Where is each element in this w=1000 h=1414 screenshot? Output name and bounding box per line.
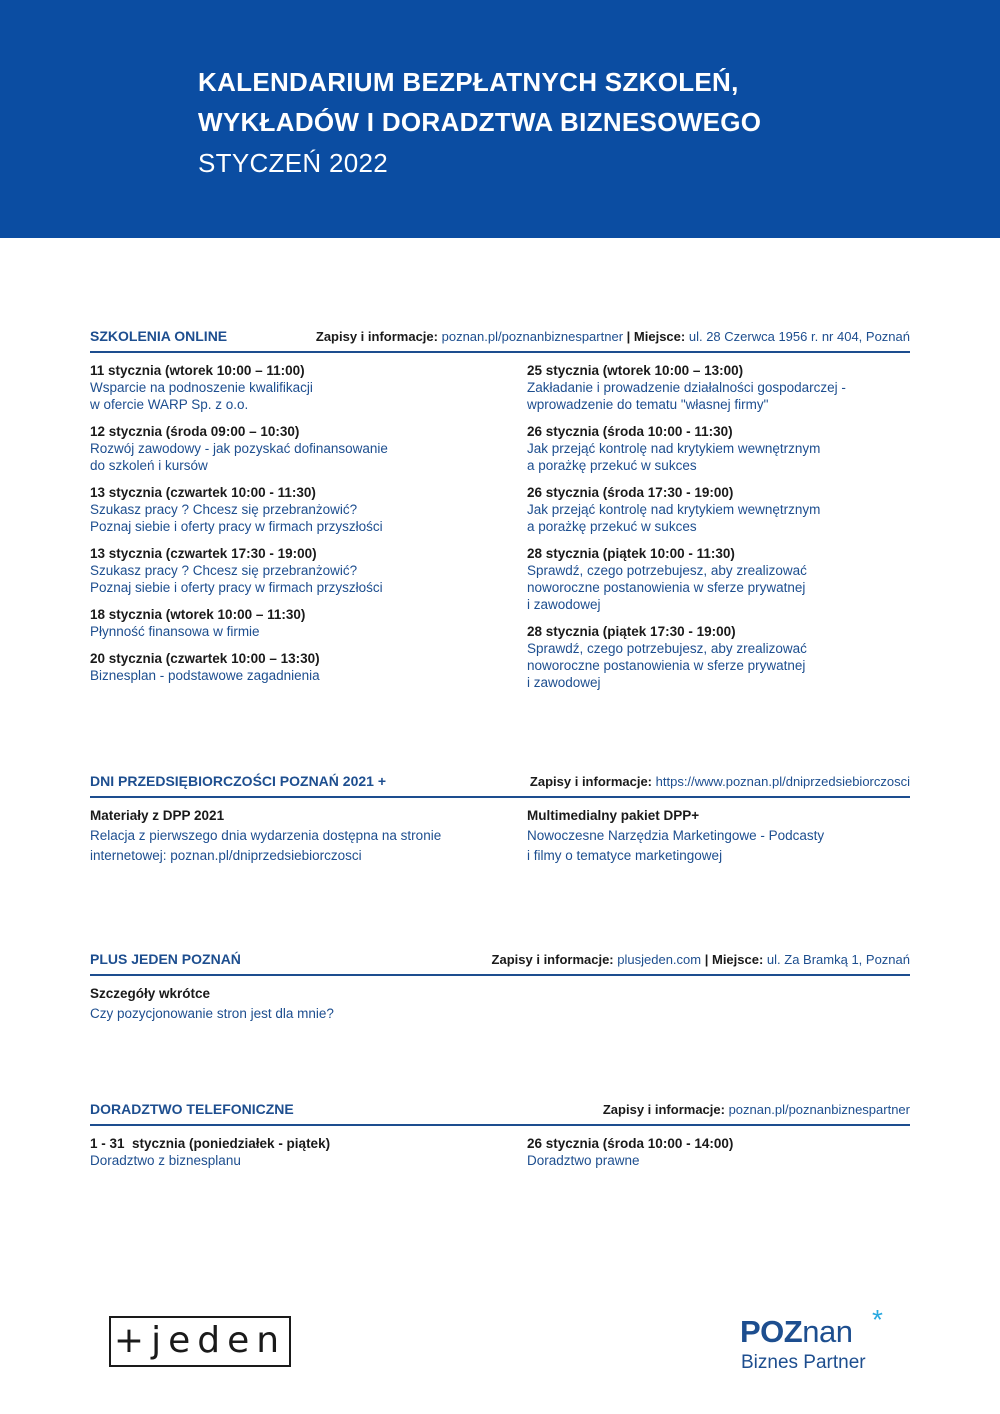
info-link[interactable]: poznan.pl/poznanbiznespartner — [728, 1102, 910, 1117]
info-separator: | — [626, 329, 631, 344]
section-header — [90, 772, 910, 798]
event-date: 18 stycznia (wtorek 10:00 – 11:30) — [90, 607, 306, 622]
poznan-biznes-partner-logo — [740, 1306, 900, 1376]
event-title[interactable]: Relacja z pierwszego dnia wydarzenia dostępna na stronie internetowej: poznan.pl/dniprzedsiebiorczosci — [90, 828, 442, 863]
info-address: ul. 28 Czerwca 1956 r. nr 404, Poznań — [688, 329, 910, 344]
page-title — [198, 62, 958, 142]
event-date: Materiały z DPP 2021 — [90, 808, 225, 823]
title-line-1: KALENDARIUM BEZPŁATNYCH SZKOLEŃ, — [198, 67, 739, 97]
section-entrepreneurship-days — [90, 772, 910, 863]
event-title[interactable]: Zakładanie i prowadzenie działalności gospodarczej - wprowadzenie do tematu "własnej firmy" — [527, 380, 846, 412]
event-item — [90, 484, 520, 535]
event-title[interactable]: Szukasz pracy ? Chcesz się przebranżowić? Poznaj siebie i oferty pracy w firmach przyszłości — [90, 563, 383, 595]
event-item — [527, 807, 910, 866]
info-link[interactable]: poznan.pl/poznanbiznespartner — [441, 329, 624, 344]
section-title: DORADZTWO TELEFONICZNE — [90, 1101, 294, 1117]
event-item — [527, 362, 910, 413]
event-item — [527, 623, 910, 691]
event-title[interactable]: Czy pozycjonowanie stron jest dla mnie? — [90, 1006, 334, 1021]
section-title: PLUS JEDEN POZNAŃ — [90, 951, 241, 967]
poznan-wordmark: POZnan — [740, 1314, 853, 1349]
info-label: Miejsce: — [711, 952, 764, 967]
event-item — [527, 1135, 910, 1169]
event-item — [527, 545, 910, 613]
event-title[interactable]: Rozwój zawodowy - jak pozyskać dofinansowanie do szkoleń i kursów — [90, 441, 388, 473]
event-title[interactable]: Nowoczesne Narzędzia Marketingowe - Podcasty i filmy o tematyce marketingowej — [527, 828, 825, 863]
info-label: Zapisy i informacje: — [315, 329, 438, 344]
event-date: Szczegóły wkrótce — [90, 986, 211, 1001]
section-header — [90, 950, 910, 976]
event-title[interactable]: Biznesplan - podstawowe zagadnienia — [90, 668, 320, 683]
event-title[interactable]: Jak przejąć kontrolę nad krytykiem wewnętrznym a porażkę przekuć w sukces — [527, 441, 821, 473]
event-title[interactable]: Doradztwo prawne — [527, 1153, 640, 1168]
event-title[interactable]: Szukasz pracy ? Chcesz się przebranżowić? Poznaj siebie i oferty pracy w firmach przyszłości — [90, 502, 383, 534]
event-date: 28 stycznia (piątek 17:30 - 19:00) — [527, 624, 736, 639]
event-item — [90, 1135, 520, 1169]
event-date: 20 stycznia (czwartek 10:00 – 13:30) — [90, 651, 320, 666]
info-link[interactable]: plusjeden.com — [617, 952, 702, 967]
section-info — [530, 773, 910, 790]
event-date: 1 - 31 stycznia (poniedziałek - piątek) — [90, 1136, 331, 1151]
event-title[interactable]: Wsparcie na podnoszenie kwalifikacji w ofercie WARP Sp. z o.o. — [90, 380, 313, 412]
section-phone-advisory — [90, 1100, 910, 1168]
event-item — [90, 807, 520, 866]
info-address: ul. Za Bramką 1, Poznań — [766, 952, 910, 967]
events-right-column — [527, 1135, 910, 1179]
event-title[interactable]: Jak przejąć kontrolę nad krytykiem wewnętrznym a porażkę przekuć w sukces — [527, 502, 821, 534]
event-item — [90, 362, 520, 413]
event-date: 26 stycznia (środa 17:30 - 19:00) — [527, 485, 734, 500]
event-item — [90, 985, 520, 1024]
events-left-column — [90, 807, 520, 876]
section-plus-jeden — [90, 950, 910, 1021]
info-label: Miejsce: — [633, 329, 686, 344]
event-title[interactable]: Sprawdź, czego potrzebujesz, aby zrealizować noworoczne postanowienia w sferze prywatnej i zawodowej — [527, 563, 807, 612]
info-label: Zapisy i informacje: — [602, 1102, 725, 1117]
events-right-column — [527, 807, 910, 876]
event-date: 28 stycznia (piątek 10:00 - 11:30) — [527, 546, 735, 561]
section-info — [492, 951, 910, 968]
event-date: 13 stycznia (czwartek 17:30 - 19:00) — [90, 546, 317, 561]
section-title: SZKOLENIA ONLINE — [90, 328, 228, 344]
event-date: 13 stycznia (czwartek 10:00 - 11:30) — [90, 485, 316, 500]
event-item — [527, 423, 910, 474]
event-date: 26 stycznia (środa 10:00 - 14:00) — [527, 1136, 734, 1151]
plus-jeden-logo: +jeden — [109, 1316, 291, 1367]
info-label: Zapisy i informacje: — [491, 952, 614, 967]
event-item — [527, 484, 910, 535]
events-left-column — [90, 985, 520, 1034]
event-date: Multimedialny pakiet DPP+ — [527, 808, 700, 823]
event-item — [90, 650, 520, 684]
event-date: 12 stycznia (środa 09:00 – 10:30) — [90, 424, 300, 439]
logo-tagline: Biznes Partner — [741, 1352, 866, 1373]
info-separator: | — [704, 952, 709, 967]
events-left-column — [90, 1135, 520, 1179]
info-link[interactable]: https://www.poznan.pl/dniprzedsiebiorczosci — [655, 774, 910, 789]
event-title[interactable]: Płynność finansowa w firmie — [90, 624, 260, 639]
section-title: DNI PRZEDSIĘBIORCZOŚCI POZNAŃ 2021 + — [90, 773, 387, 789]
event-item — [90, 423, 520, 474]
section-header — [90, 327, 910, 353]
event-date: 25 stycznia (wtorek 10:00 – 13:00) — [527, 363, 744, 378]
event-title[interactable]: Doradztwo z biznesplanu — [90, 1153, 241, 1168]
events-right-column — [527, 362, 910, 701]
title-line-2: WYKŁADÓW I DORADZTWA BIZNESOWEGO — [198, 107, 762, 137]
page-subtitle: STYCZEŃ 2022 — [198, 148, 389, 178]
event-title[interactable]: Sprawdź, czego potrzebujesz, aby zrealizować noworoczne postanowienia w sferze prywatnej i zawodowej — [527, 641, 807, 690]
event-date: 26 stycznia (środa 10:00 - 11:30) — [527, 424, 733, 439]
section-info — [603, 1101, 910, 1118]
section-online-trainings — [90, 327, 910, 690]
header-banner — [0, 0, 1000, 238]
event-date: 11 stycznia (wtorek 10:00 – 11:00) — [90, 363, 305, 378]
event-item — [90, 545, 520, 596]
section-header — [90, 1100, 910, 1126]
asterisk-icon: * — [872, 1304, 883, 1335]
event-item — [90, 606, 520, 640]
info-label: Zapisy i informacje: — [529, 774, 653, 789]
events-left-column — [90, 362, 520, 694]
section-info — [316, 328, 910, 345]
